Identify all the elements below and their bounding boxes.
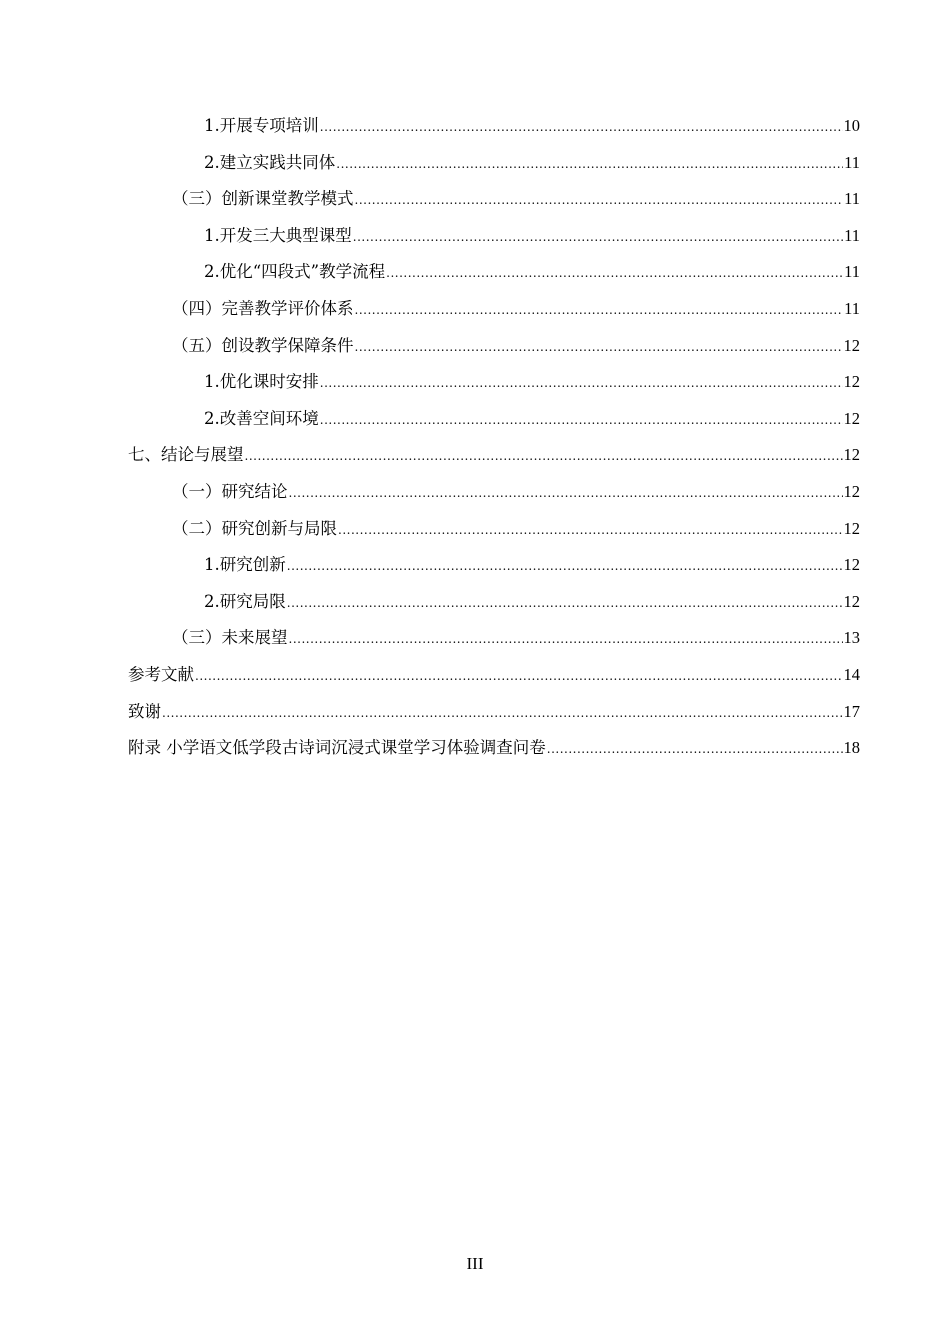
toc-dot-leader xyxy=(353,219,843,256)
toc-entry[interactable] xyxy=(128,694,860,731)
toc-dot-leader xyxy=(547,731,843,768)
toc-entry-page: 11 xyxy=(844,189,860,209)
toc-entry-page: 14 xyxy=(843,664,860,684)
toc-entry-title: （一）研究结论 xyxy=(172,481,288,501)
toc-entry[interactable] xyxy=(128,474,860,511)
toc-entry-page: 12 xyxy=(843,591,860,611)
toc-dot-leader xyxy=(287,585,843,622)
toc-dot-leader xyxy=(355,182,844,219)
toc-entry-title: 2.建立实践共同体 xyxy=(204,152,336,172)
toc-entry-title: （三）未来展望 xyxy=(172,628,288,648)
toc-entry-title: （二）研究创新与局限 xyxy=(172,518,337,538)
toc-entry-page: 12 xyxy=(843,445,860,465)
toc-entry[interactable] xyxy=(128,108,860,145)
toc-entry-page: 18 xyxy=(843,738,860,758)
toc-dot-leader xyxy=(320,365,843,402)
toc-dot-leader xyxy=(355,329,843,366)
toc-dot-leader xyxy=(338,512,843,549)
toc-entry-title: 1.开发三大典型课型 xyxy=(204,225,352,245)
toc-dot-leader xyxy=(162,695,843,732)
toc-entry-page: 11 xyxy=(844,225,860,245)
toc-entry[interactable] xyxy=(128,181,860,218)
toc-entry-title: 1.开展专项培训 xyxy=(204,116,319,135)
toc-entry-title: 2.改善空间环境 xyxy=(204,408,319,428)
toc-entry[interactable] xyxy=(128,437,860,474)
toc-entry-title: 附录 小学语文低学段古诗词沉浸式课堂学习体验调查问卷 xyxy=(128,738,546,758)
toc-entry[interactable] xyxy=(128,145,860,182)
toc-entry-page: 11 xyxy=(844,152,860,172)
toc-entry-page: 10 xyxy=(843,116,860,135)
toc-entry[interactable] xyxy=(128,328,860,365)
toc-entry-title: 2.优化“四段式”教学流程 xyxy=(204,262,386,282)
table-of-contents xyxy=(128,108,860,767)
page-number: III xyxy=(466,1254,484,1273)
toc-dot-leader xyxy=(289,475,843,512)
toc-entry-title: 致谢 xyxy=(128,701,161,721)
toc-entry-page: 11 xyxy=(844,262,860,282)
toc-entry-title: 2.研究局限 xyxy=(204,591,286,611)
toc-entry-page: 17 xyxy=(843,701,860,721)
toc-dot-leader xyxy=(245,438,843,475)
toc-entry[interactable] xyxy=(128,401,860,438)
toc-entry-page: 12 xyxy=(843,518,860,538)
toc-entry-page: 12 xyxy=(843,372,860,392)
toc-dot-leader xyxy=(287,548,843,585)
toc-entry-page: 12 xyxy=(843,555,860,575)
toc-entry-page: 11 xyxy=(844,298,860,318)
toc-dot-leader xyxy=(289,621,843,658)
toc-entry[interactable] xyxy=(128,730,860,767)
toc-entry-title: （四）完善教学评价体系 xyxy=(172,298,354,318)
toc-dot-leader xyxy=(320,109,843,146)
toc-dot-leader xyxy=(195,658,843,695)
toc-entry[interactable] xyxy=(128,364,860,401)
toc-entry-title: 七、结论与展望 xyxy=(128,445,244,465)
toc-entry-title: （五）创设教学保障条件 xyxy=(172,335,354,355)
toc-entry-page: 12 xyxy=(843,408,860,428)
toc-dot-leader xyxy=(320,402,843,439)
toc-entry-title: 1.研究创新 xyxy=(204,555,286,575)
toc-dot-leader xyxy=(355,292,844,329)
toc-entry[interactable] xyxy=(128,291,860,328)
toc-entry[interactable] xyxy=(128,584,860,621)
toc-entry-page: 12 xyxy=(843,481,860,501)
toc-entry[interactable] xyxy=(128,547,860,584)
toc-entry[interactable] xyxy=(128,254,860,291)
toc-dot-leader xyxy=(336,146,843,183)
toc-entry[interactable] xyxy=(128,218,860,255)
toc-entry[interactable] xyxy=(128,511,860,548)
toc-entry-title: 参考文献 xyxy=(128,664,194,684)
toc-entry-title: （三）创新课堂教学模式 xyxy=(172,189,354,209)
toc-entry[interactable] xyxy=(128,657,860,694)
toc-dot-leader xyxy=(386,255,843,292)
toc-entry-title: 1.优化课时安排 xyxy=(204,372,319,392)
toc-entry-page: 13 xyxy=(843,628,860,648)
toc-entry-page: 12 xyxy=(843,335,860,355)
toc-entry[interactable] xyxy=(128,620,860,657)
